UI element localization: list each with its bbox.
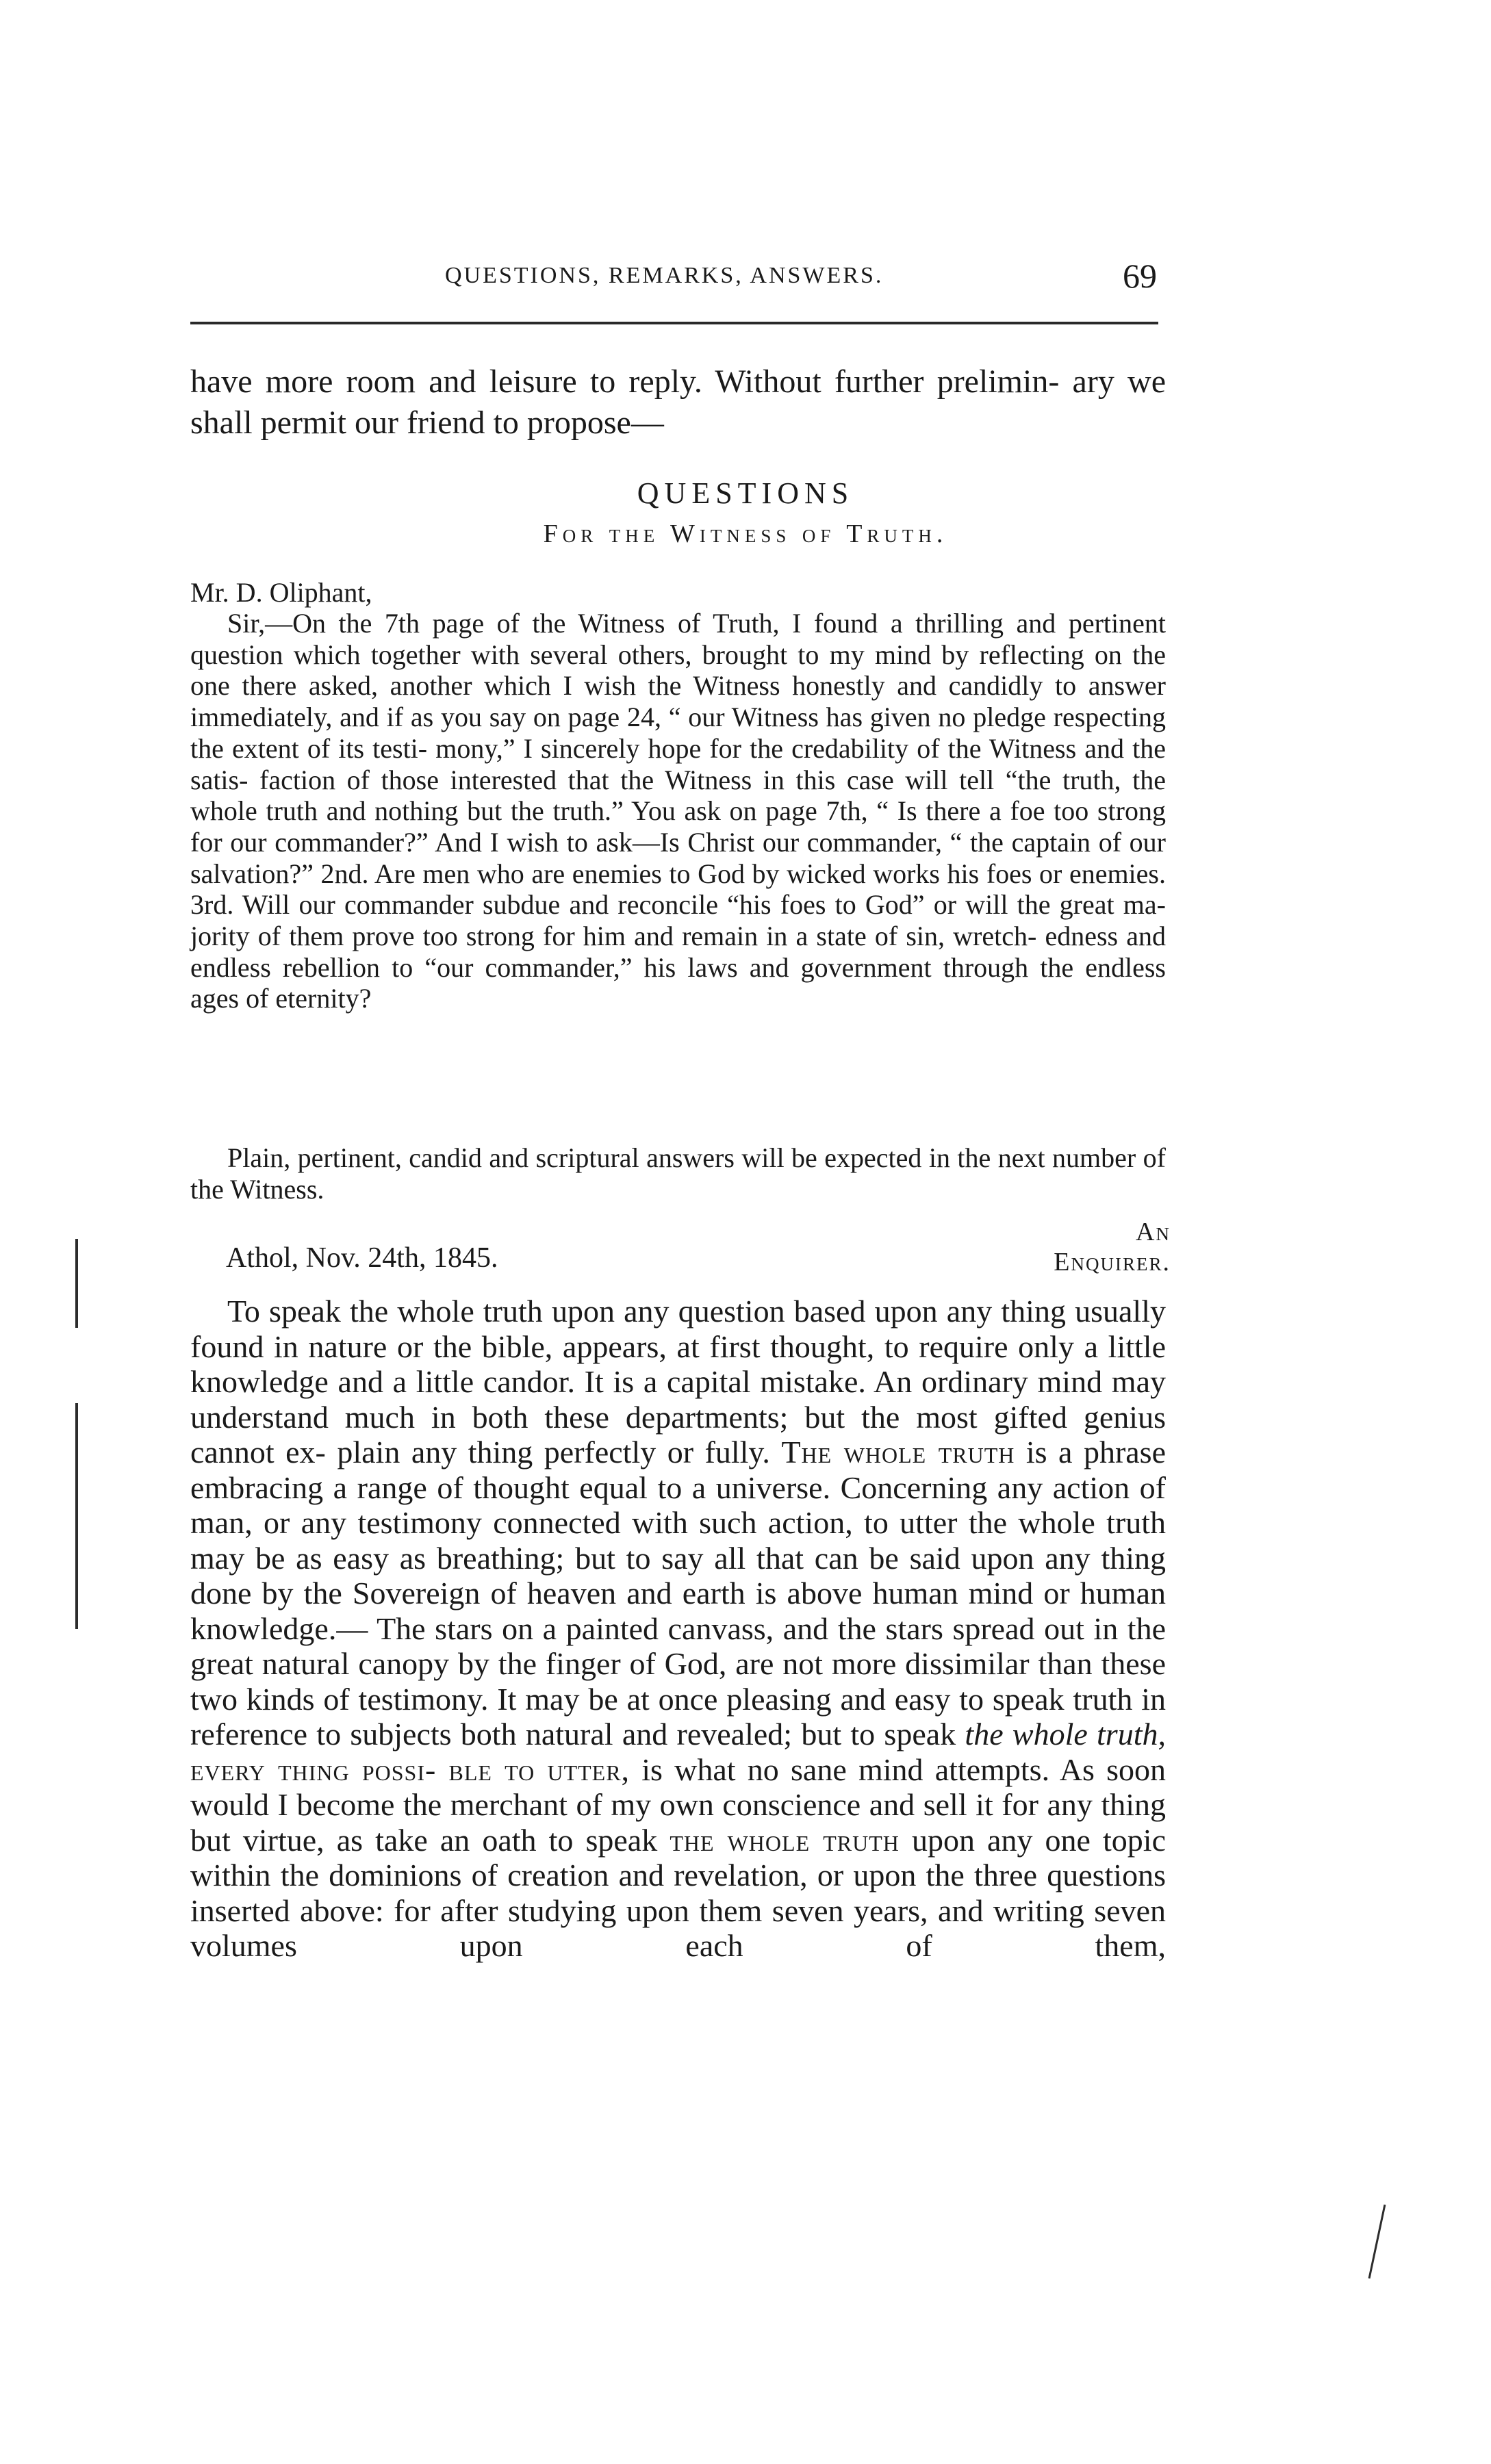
- section-heading: QUESTIONS: [637, 476, 854, 510]
- section-subheading: For the Witness of Truth.: [543, 519, 948, 548]
- essay-segment-normal: upon any one topic within the dominions of creation and revelation, or upon the three questions inserted above: for after studying upon them seven years, and writing seven volumes upon each of them,: [190, 1822, 1167, 1963]
- running-head: [192, 257, 1157, 301]
- header-rule: [190, 322, 1158, 324]
- scan-edge-line: [1368, 2205, 1386, 2279]
- essay-segment-normal: To speak the whole truth upon any question based upon any thing usually found in nature or the bible, appears, at first thought, to require only a little knowledge and a little candor. It is a capital mistake. An ordinary mind may understand much in both these departments; but the most gifted genius cannot ex- plain any thing perfectly or fully.: [190, 1294, 1166, 1470]
- scan-margin-line: [75, 1239, 78, 1328]
- essay-segment-smallcaps: The whole truth: [781, 1435, 1015, 1470]
- essay-segment-normal: is what no sane mind attempts. As soon would I become the merchant of my own conscience and sell it for any thing but virtue, as take an oath to speak: [190, 1751, 1166, 1858]
- page-number: 69: [1123, 257, 1157, 295]
- letter-salutation: Mr. D. Oliphant,: [190, 577, 372, 608]
- essay-segment-italic: the whole truth,: [965, 1717, 1166, 1751]
- scan-margin-line: [75, 1403, 78, 1629]
- letter-dateline: Athol, Nov. 24th, 1845.: [226, 1242, 498, 1274]
- running-title: QUESTIONS, REMARKS, ANSWERS.: [445, 263, 884, 288]
- essay-segment-smallcaps: the whole truth: [670, 1822, 900, 1858]
- essay-segment-smallcaps: every thing possi- ble to utter,: [190, 1751, 630, 1787]
- letter-closing: Plain, pertinent, candid and scriptural answers will be expected in the next number of the Witness.: [190, 1142, 1166, 1205]
- letter-signature: An Enquirer.: [1054, 1218, 1171, 1276]
- intro-paragraph: have more room and leisure to reply. Without further prelimin- ary we shall permit our friend to propose—: [190, 363, 1166, 441]
- essay-paragraph: [190, 1294, 1166, 1964]
- essay-segment-normal: is a phrase embracing a range of thought equal to a universe. Concerning any action of man, or any testimony connected with such action, to utter the whole truth may be as easy as breathing; but to say all that can be said upon any thing done by the Sovereign of heaven and earth is above human mind or human knowledge.— The stars on a painted canvass, and the stars spread out in the great natural canopy by the finger of God, are not more dissimilar than these two kinds of testimony. It may be at once pleasing and easy to speak truth in reference to subjects both natural and revealed; but to speak: [190, 1435, 1166, 1751]
- letter-body: Sir,—On the 7th page of the Witness of Truth, I found a thrilling and pertinent question which together with several others, brought to my mind by reflecting on the one there asked, another which I wish the Witness honestly and candidly to answer immediately, and if as you say on page 24, “ our Witness has given no pledge respecting the extent of its testi- mony,” I sincerely hope for the credability of the Witness and the satis- faction of those interested that the Witness in this case will tell “the truth, the whole truth and nothing but the truth.” You ask on page 7th, “ Is there a foe too strong for our commander?” And I wish to ask—Is Christ our commander, “ the captain of our salvation?” 2nd. Are men who are enemies to God by wicked works his foes or enemies. 3rd. Will our commander subdue and reconcile “his foes to God” or will the great ma- jority of them prove too strong for him and remain in a state of sin, wretch- edness and endless rebellion to “our commander,” his laws and government through the endless ages of eternity?: [190, 608, 1166, 1014]
